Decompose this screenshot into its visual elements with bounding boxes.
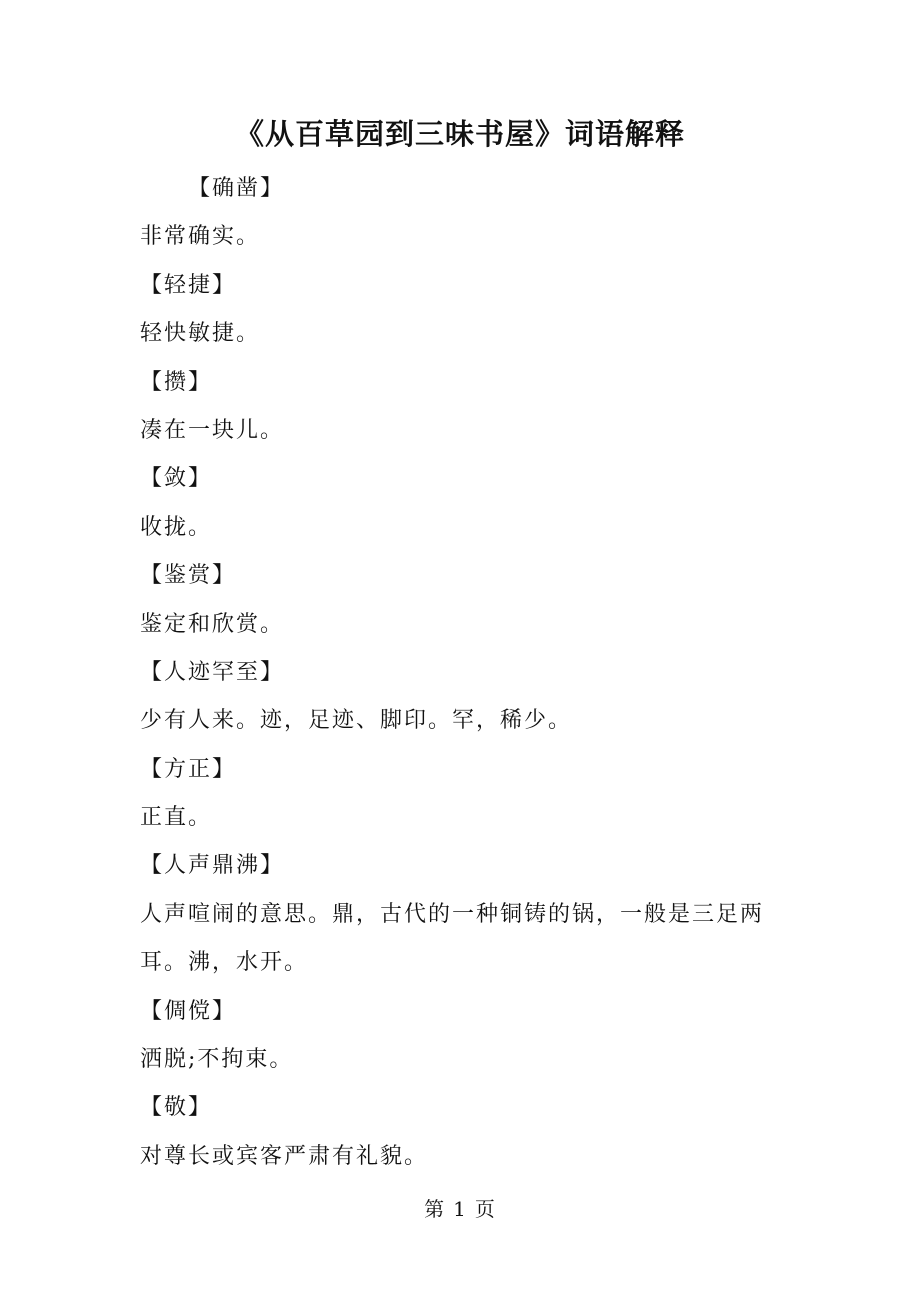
glossary-list xyxy=(140,165,800,1181)
term-heading: 【攒】 xyxy=(140,369,213,395)
term-heading: 【确凿】 xyxy=(188,176,285,201)
term-heading: 【倜傥】 xyxy=(140,998,237,1024)
term-definition: 少有人来。迹，足迹、脚印。罕，稀少。 xyxy=(140,708,573,734)
page-label-prefix: 第 xyxy=(424,1197,446,1221)
term-heading: 【鉴赏】 xyxy=(140,563,237,589)
page-footer xyxy=(0,1194,920,1224)
term-heading: 【敬】 xyxy=(140,1095,213,1121)
term-definition: 正直。 xyxy=(140,805,213,831)
term-definition: 鉴定和欣赏。 xyxy=(140,611,285,637)
term-definition: 凑在一块儿。 xyxy=(140,417,285,443)
term-heading: 【人声鼎沸】 xyxy=(140,853,285,879)
term-definition: 人声喧闹的意思。鼎，古代的一种铜铸的锅，一般是三足两 xyxy=(140,901,765,927)
term-definition: 洒脱;不拘束。 xyxy=(140,1047,294,1073)
term-definition: 对尊长或宾客严肃有礼貌。 xyxy=(140,1143,429,1169)
term-heading: 【轻捷】 xyxy=(140,272,237,298)
term-definition: 轻快敏捷。 xyxy=(140,321,261,347)
page-label-suffix: 页 xyxy=(474,1197,496,1221)
term-heading: 【方正】 xyxy=(140,756,237,782)
document-title: 《从百草园到三味书屋》词语解释 xyxy=(234,117,685,151)
term-heading: 【敛】 xyxy=(140,466,213,492)
term-definition: 收拢。 xyxy=(140,514,213,540)
term-definition: 非常确实。 xyxy=(140,224,261,250)
term-definition-continued: 耳。沸，水开。 xyxy=(140,950,309,976)
page-number: 1 xyxy=(453,1197,467,1221)
term-heading: 【人迹罕至】 xyxy=(140,659,285,685)
